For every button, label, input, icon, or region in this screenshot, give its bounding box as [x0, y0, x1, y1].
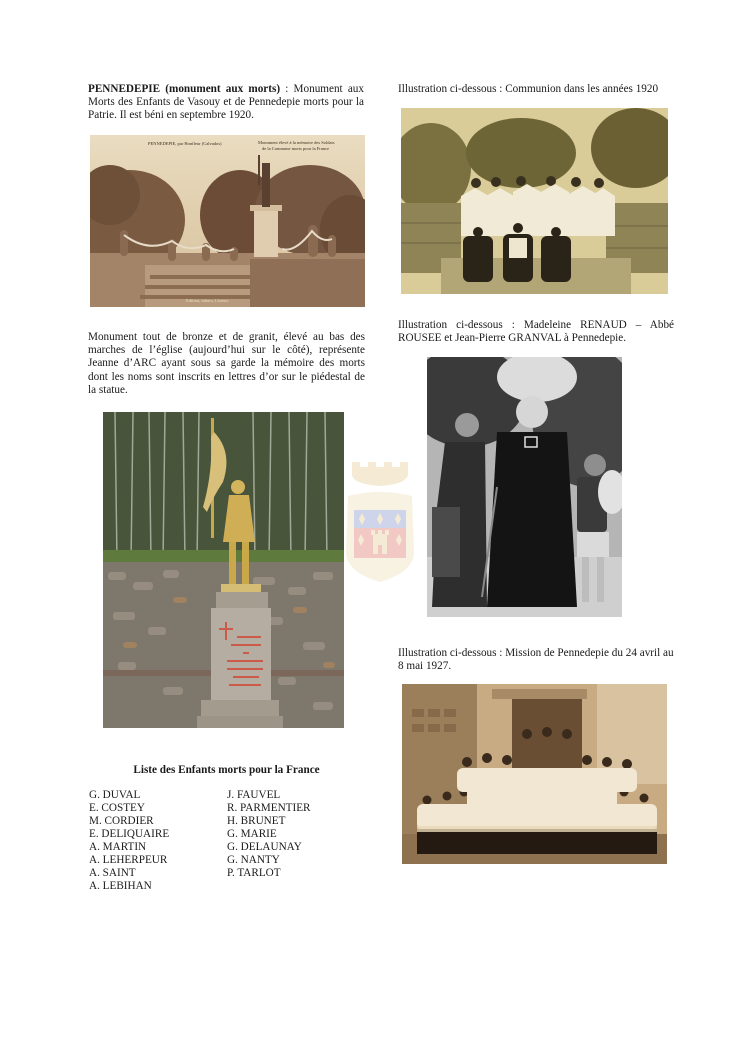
- name-item: P. TARLOT: [227, 867, 281, 879]
- postcard-caption-left: PENNEDEPIE, par Honfleur (Calvados): [148, 141, 222, 146]
- name-item: G. NANTY: [227, 854, 280, 866]
- name-item: A. LEBIHAN: [89, 880, 152, 892]
- name-item: G. MARIE: [227, 828, 277, 840]
- names-column-1: [89, 789, 169, 893]
- postcard-caption-right-1: Monument élevé à la mémoire des Soldats: [258, 140, 335, 145]
- postcard-monument-image: [90, 135, 365, 307]
- name-item: M. CORDIER: [89, 815, 154, 827]
- caption-renaud-rousee-granval: Illustration ci-dessous : Madeleine RENAUD – Abbé ROUSEE et Jean-Pierre GRANVAL à Pennedepie.: [398, 319, 674, 345]
- jeanne-illustration: [103, 412, 344, 728]
- abbe-rousee-photo: [427, 357, 622, 617]
- caption-mission-1927: Illustration ci-dessous : Mission de Pennedepie du 24 avril au 8 mai 1927.: [398, 647, 674, 673]
- name-item: A. MARTIN: [89, 841, 147, 853]
- jeanne-darc-statue-image: [103, 412, 344, 728]
- name-item: A. SAINT: [89, 867, 136, 879]
- name-item: G. DELAUNAY: [227, 841, 302, 853]
- name-item: J. FAUVEL: [227, 789, 281, 801]
- coat-of-arms-watermark: [340, 462, 420, 588]
- intro-title: PENNEDEPIE (monument aux morts): [88, 83, 281, 95]
- mission-1927-photo: [402, 684, 667, 864]
- name-item: R. PARMENTIER: [227, 802, 311, 814]
- names-column-2: [227, 789, 311, 880]
- communion-photo: [401, 108, 668, 294]
- mission-illustration: [402, 684, 667, 864]
- caption-communion: Illustration ci-dessous : Communion dans les années 1920: [398, 83, 659, 95]
- priest-illustration: [427, 357, 622, 617]
- crest-icon: [340, 462, 420, 588]
- name-item: H. BRUNET: [227, 815, 286, 827]
- communion-illustration: [401, 108, 668, 294]
- postcard-publisher: Edition, tabacs, Lisieux: [186, 298, 229, 303]
- intro-text: : Monument aux Morts des Enfants de Vasouy et de Pennedepie morts pour la Patrie. Il est béni en septembre 1920.: [88, 83, 364, 122]
- name-item: E. COSTEY: [89, 802, 145, 814]
- intro-paragraph: [88, 83, 364, 123]
- name-item: G. DUVAL: [89, 789, 141, 801]
- name-item: A. LEHERPEUR: [89, 854, 168, 866]
- postcard-illustration: [90, 135, 365, 307]
- postcard-caption-right-2: de la Commune morts pour la France: [262, 146, 329, 151]
- list-title: Liste des Enfants morts pour la France: [133, 764, 320, 776]
- name-item: E. DELIQUAIRE: [89, 828, 170, 840]
- monument-description: Monument tout de bronze et de granit, élevé au bas des marches de l’église (aujourd’hui sur le côté), représente Jeanne d’ARC ayant sous sa garde la mémoire des morts dont les noms sont inscrits en lettres d’or sur le piédestal de la statue.: [88, 331, 365, 396]
